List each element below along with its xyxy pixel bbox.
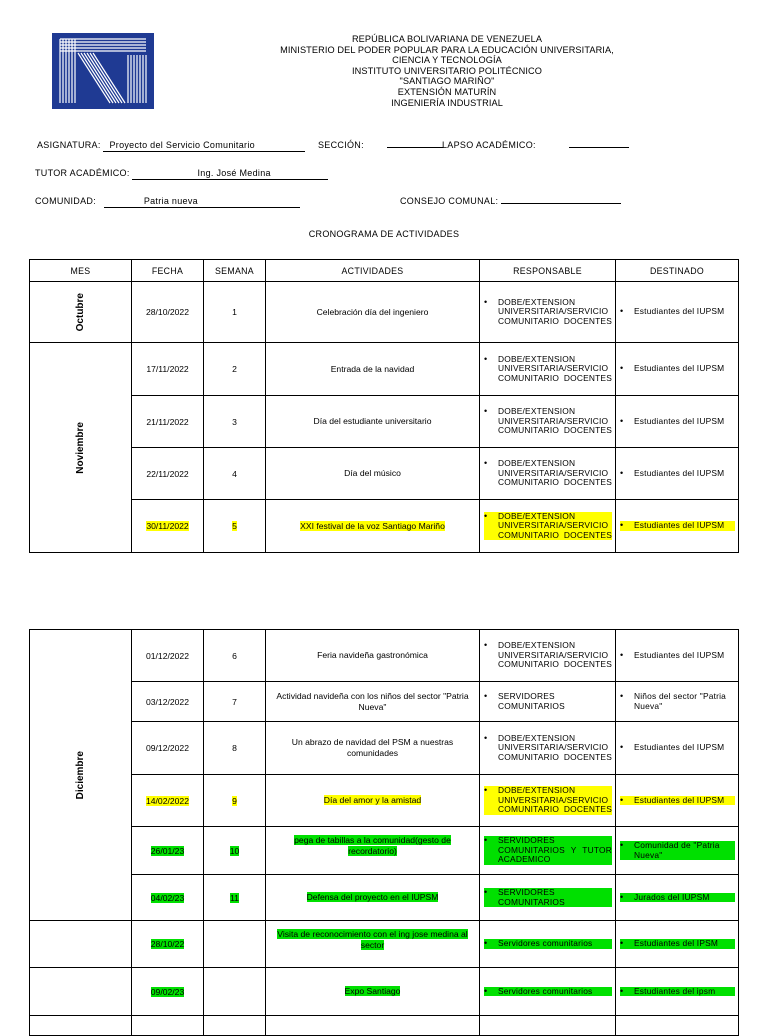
destinado-text: Estudiantes del IUPSM xyxy=(634,363,725,374)
fecha-text: 09/02/23 xyxy=(150,986,185,997)
bullet-icon: • xyxy=(620,891,624,902)
empty-month-cell xyxy=(30,921,132,968)
schedule-table-2 xyxy=(29,629,739,1036)
destinado-text: Estudiantes del IUPSM xyxy=(634,520,725,531)
table-row xyxy=(30,827,739,875)
fecha-cell xyxy=(132,448,204,500)
table-row xyxy=(30,500,739,553)
responsable-cell xyxy=(480,630,616,682)
destinado-cell xyxy=(616,500,739,553)
asignatura-value: Proyecto del Servicio Comunitario xyxy=(103,139,305,152)
semana-text: 9 xyxy=(232,795,237,806)
bullet-icon: • xyxy=(620,467,624,478)
consejo-blank xyxy=(501,203,621,204)
month-cell-octubre xyxy=(30,282,132,343)
responsable-cell xyxy=(480,775,616,827)
empty-cell xyxy=(480,1016,616,1036)
empty-cell xyxy=(616,1016,739,1036)
seccion-field xyxy=(318,139,443,151)
fecha-cell xyxy=(132,775,204,827)
responsable-text: DOBE/EXTENSION UNIVERSITARIA/SERVICIO COMUNITARIO DOCENTES xyxy=(498,510,612,540)
bullet-icon: • xyxy=(620,742,624,753)
table-header-row xyxy=(30,260,739,282)
actividad-cell xyxy=(266,722,480,775)
consejo-label: CONSEJO COMUNAL: xyxy=(400,196,499,206)
fecha-cell xyxy=(132,722,204,775)
table-row xyxy=(30,682,739,722)
column-header-semana: SEMANA xyxy=(204,260,266,282)
tutor-field xyxy=(35,167,328,180)
actividad-cell xyxy=(266,396,480,448)
destinado-cell xyxy=(616,682,739,722)
actividad-cell xyxy=(266,875,480,921)
fecha-text: 01/12/2022 xyxy=(145,650,189,661)
actividad-text: Feria navideña gastronómica xyxy=(317,650,428,660)
semana-text: 10 xyxy=(229,845,240,856)
table-row xyxy=(30,875,739,921)
month-label: Noviembre xyxy=(75,421,86,474)
document-header xyxy=(230,34,664,108)
semana-cell xyxy=(204,875,266,921)
semana-text: 1 xyxy=(232,307,237,317)
fecha-text: 28/10/22 xyxy=(150,939,185,949)
fecha-cell xyxy=(132,500,204,553)
destinado-cell xyxy=(616,448,739,500)
destinado-cell xyxy=(616,827,739,875)
actividad-text: Defensa del proyecto en el IUPSM xyxy=(306,892,439,902)
fecha-cell xyxy=(132,343,204,396)
asignatura-field xyxy=(37,139,305,152)
destinado-text: Estudiantes del IUPSM xyxy=(634,742,725,753)
bullet-icon: • xyxy=(620,520,624,531)
responsable-cell xyxy=(480,343,616,396)
bullet-icon: • xyxy=(484,785,488,796)
actividad-cell xyxy=(266,448,480,500)
month-label: Diciembre xyxy=(75,750,86,800)
fecha-cell xyxy=(132,827,204,875)
responsable-cell xyxy=(480,396,616,448)
table-row xyxy=(30,343,739,396)
bullet-icon: • xyxy=(620,363,624,374)
actividad-text: Actividad navideña con los niños del sector "Patria Nueva" xyxy=(276,690,469,712)
destinado-text: Estudiantes del IUPSM xyxy=(634,649,725,660)
fecha-cell xyxy=(132,921,204,968)
fecha-cell xyxy=(132,282,204,343)
table-row xyxy=(30,775,739,827)
bullet-icon: • xyxy=(484,353,488,364)
schedule-title: CRONOGRAMA DE ACTIVIDADES xyxy=(308,229,460,239)
semana-cell xyxy=(204,343,266,396)
destinado-cell xyxy=(616,968,739,1016)
bullet-icon: • xyxy=(484,406,488,417)
table-row xyxy=(30,921,739,968)
bullet-icon: • xyxy=(484,886,488,897)
comunidad-field xyxy=(35,195,300,208)
table-row xyxy=(30,1016,739,1036)
actividad-cell xyxy=(266,827,480,875)
bullet-icon: • xyxy=(620,649,624,660)
actividad-text: Visita de reconocimiento con el ing jose medina al sector xyxy=(277,929,468,950)
bullet-icon: • xyxy=(620,839,624,850)
bullet-icon: • xyxy=(484,690,488,701)
semana-text: 8 xyxy=(232,743,237,753)
actividad-cell xyxy=(266,921,480,968)
responsable-text: SERVIDORES COMUNITARIOS xyxy=(498,690,565,711)
semana-cell xyxy=(204,448,266,500)
bullet-icon: • xyxy=(484,296,488,307)
actividad-cell xyxy=(266,500,480,553)
empty-cell xyxy=(30,1016,132,1036)
fecha-cell xyxy=(132,396,204,448)
bullet-icon: • xyxy=(620,985,624,996)
bullet-icon: • xyxy=(620,690,624,701)
column-header-actividades: ACTIVIDADES xyxy=(266,260,480,282)
fecha-cell xyxy=(132,630,204,682)
destinado-cell xyxy=(616,722,739,775)
bullet-icon: • xyxy=(484,640,488,651)
month-cell-noviembre xyxy=(30,343,132,553)
responsable-text: DOBE/EXTENSION UNIVERSITARIA/SERVICIO COMUNITARIO DOCENTES xyxy=(498,458,612,488)
semana-text: 6 xyxy=(232,650,237,661)
semana-text: 7 xyxy=(232,696,237,707)
empty-cell xyxy=(132,1016,204,1036)
table-row xyxy=(30,630,739,682)
responsable-cell xyxy=(480,921,616,968)
fecha-text: 17/11/2022 xyxy=(146,364,189,374)
actividad-cell xyxy=(266,343,480,396)
destinado-cell xyxy=(616,875,739,921)
header-line: MINISTERIO DEL PODER POPULAR PARA LA EDUCACIÓN UNIVERSITARIA, xyxy=(280,44,614,55)
fecha-text: 30/11/2022 xyxy=(146,521,189,531)
seccion-blank xyxy=(387,147,443,148)
seccion-label: SECCIÓN: xyxy=(318,140,364,150)
semana-cell xyxy=(204,968,266,1016)
fecha-text: 09/12/2022 xyxy=(145,743,189,753)
responsable-text: Servidores comunitarios xyxy=(498,985,593,996)
semana-cell xyxy=(204,682,266,722)
semana-text: 5 xyxy=(232,521,237,531)
semana-cell xyxy=(204,722,266,775)
semana-cell xyxy=(204,500,266,553)
actividad-cell xyxy=(266,968,480,1016)
actividad-text: Día del músico xyxy=(344,468,401,478)
bullet-icon: • xyxy=(620,306,624,317)
responsable-cell xyxy=(480,722,616,775)
table-row xyxy=(30,282,739,343)
responsable-text: DOBE/EXTENSION UNIVERSITARIA/SERVICIO COMUNITARIO DOCENTES xyxy=(498,353,612,383)
fecha-cell xyxy=(132,682,204,722)
responsable-cell xyxy=(480,282,616,343)
actividad-text: pega de tabillas a la comunidad(gesto de recordatorio) xyxy=(294,835,451,856)
empty-cell xyxy=(204,1016,266,1036)
column-header-destinado: DESTINADO xyxy=(616,260,739,282)
fecha-text: 14/02/2022 xyxy=(145,795,189,806)
responsable-text: DOBE/EXTENSION UNIVERSITARIA/SERVICIO COMUNITARIO DOCENTES xyxy=(498,640,612,670)
responsable-cell xyxy=(480,500,616,553)
tutor-value: Ing. José Medina xyxy=(132,167,328,180)
comunidad-label: COMUNIDAD: xyxy=(35,196,96,206)
actividad-cell xyxy=(266,682,480,722)
bullet-icon: • xyxy=(484,510,488,521)
bullet-icon: • xyxy=(484,458,488,469)
bullet-icon: • xyxy=(620,938,624,949)
semana-cell xyxy=(204,775,266,827)
lapso-label: LAPSO ACADÉMICO: xyxy=(442,140,536,150)
bullet-icon: • xyxy=(484,835,488,846)
actividad-text: Entrada de la navidad xyxy=(330,363,415,374)
schedule-table-1 xyxy=(29,259,739,553)
fecha-text: 04/02/23 xyxy=(150,892,185,903)
actividad-cell xyxy=(266,630,480,682)
destinado-text: Estudiantes del IUPSM xyxy=(634,794,725,805)
actividad-text: Un abrazo de navidad del PSM a nuestras comunidades xyxy=(291,737,454,758)
actividad-text: Celebración día del ingeniero xyxy=(316,306,429,317)
actividad-cell xyxy=(266,775,480,827)
semana-text: 4 xyxy=(232,468,237,479)
semana-text: 3 xyxy=(232,416,237,427)
actividad-text: Expo Santiago xyxy=(344,986,401,996)
destinado-cell xyxy=(616,775,739,827)
column-header-fecha: FECHA xyxy=(132,260,204,282)
destinado-cell xyxy=(616,396,739,448)
destinado-text: Estudiantes del ipsm xyxy=(634,985,716,996)
month-label: Octubre xyxy=(75,292,86,332)
semana-cell xyxy=(204,396,266,448)
bullet-icon: • xyxy=(620,794,624,805)
destinado-text: Estudiantes del IPSM xyxy=(634,938,719,949)
header-line: "SANTIAGO MARIÑO" xyxy=(399,76,495,87)
fecha-text: 28/10/2022 xyxy=(145,307,189,317)
consejo-field xyxy=(400,195,621,207)
responsable-text: SERVIDORES COMUNITARIOS Y TUTOR ACADEMICO xyxy=(498,835,612,865)
fecha-text: 21/11/2022 xyxy=(146,416,189,427)
responsable-cell xyxy=(480,875,616,921)
semana-text: 11 xyxy=(230,892,239,903)
destinado-text: Estudiantes del IUPSM xyxy=(634,415,725,426)
table-row xyxy=(30,448,739,500)
empty-month-cell xyxy=(30,968,132,1016)
destinado-text: Jurados del IUPSM xyxy=(634,891,710,902)
fecha-cell xyxy=(132,875,204,921)
fecha-text: 22/11/2022 xyxy=(146,468,189,479)
comunidad-value: Patria nueva xyxy=(104,195,300,208)
institute-logo xyxy=(52,33,154,109)
header-line: REPÚBLICA BOLIVARIANA DE VENEZUELA xyxy=(351,34,543,44)
header-line: INSTITUTO UNIVERSITARIO POLITÉCNICO xyxy=(352,65,542,76)
column-header-mes: MES xyxy=(30,260,132,282)
responsable-cell xyxy=(480,968,616,1016)
actividad-text: XXI festival de la voz Santiago Mariño xyxy=(300,520,445,531)
actividad-cell xyxy=(266,282,480,343)
responsable-cell xyxy=(480,448,616,500)
empty-cell xyxy=(266,1016,480,1036)
responsable-text: DOBE/EXTENSION UNIVERSITARIA/SERVICIO COMUNITARIO DOCENTES xyxy=(498,785,612,815)
semana-cell xyxy=(204,282,266,343)
month-cell-diciembre xyxy=(30,630,132,921)
bullet-icon: • xyxy=(484,732,488,743)
bullet-icon: • xyxy=(484,938,488,949)
table-row xyxy=(30,396,739,448)
responsable-text: Servidores comunitarios xyxy=(498,938,593,949)
bullet-icon: • xyxy=(484,985,488,996)
actividad-text: Día del estudiante universitario xyxy=(313,416,432,426)
destinado-cell xyxy=(616,282,739,343)
semana-cell xyxy=(204,827,266,875)
header-line: CIENCIA Y TECNOLOGÍA xyxy=(392,55,502,66)
destinado-cell xyxy=(616,921,739,968)
fecha-text: 03/12/2022 xyxy=(145,696,189,707)
lapso-field xyxy=(442,139,629,151)
responsable-text: SERVIDORES COMUNITARIOS xyxy=(498,886,565,907)
column-header-responsable: RESPONSABLE xyxy=(480,260,616,282)
table-row xyxy=(30,968,739,1016)
bullet-icon: • xyxy=(620,415,624,426)
responsable-text: DOBE/EXTENSION UNIVERSITARIA/SERVICIO COMUNITARIO DOCENTES xyxy=(498,296,612,326)
responsable-text: DOBE/EXTENSION UNIVERSITARIA/SERVICIO COMUNITARIO DOCENTES xyxy=(498,732,612,762)
fecha-cell xyxy=(132,968,204,1016)
tutor-label: TUTOR ACADÉMICO: xyxy=(35,168,130,178)
semana-cell xyxy=(204,630,266,682)
actividad-text: Día del amor y la amistad xyxy=(323,795,422,805)
destinado-text: Comunidad de "Patria Nueva" xyxy=(634,839,720,860)
responsable-cell xyxy=(480,827,616,875)
destinado-text: Estudiantes del IUPSM xyxy=(634,306,725,317)
destinado-cell xyxy=(616,630,739,682)
header-line: EXTENSIÓN MATURÍN xyxy=(397,86,497,97)
destinado-text: Estudiantes del IUPSM xyxy=(634,467,725,478)
fecha-text: 26/01/23 xyxy=(150,845,185,856)
responsable-text: DOBE/EXTENSION UNIVERSITARIA/SERVICIO COMUNITARIO DOCENTES xyxy=(498,406,612,436)
table-row xyxy=(30,722,739,775)
destinado-text: Niños del sector "Patria Nueva" xyxy=(634,690,727,711)
asignatura-label: ASIGNATURA: xyxy=(37,140,101,150)
destinado-cell xyxy=(616,343,739,396)
responsable-cell xyxy=(480,682,616,722)
header-line: INGENIERÍA INDUSTRIAL xyxy=(391,97,503,108)
semana-text: 2 xyxy=(232,364,237,374)
semana-cell xyxy=(204,921,266,968)
lapso-blank xyxy=(569,147,629,148)
